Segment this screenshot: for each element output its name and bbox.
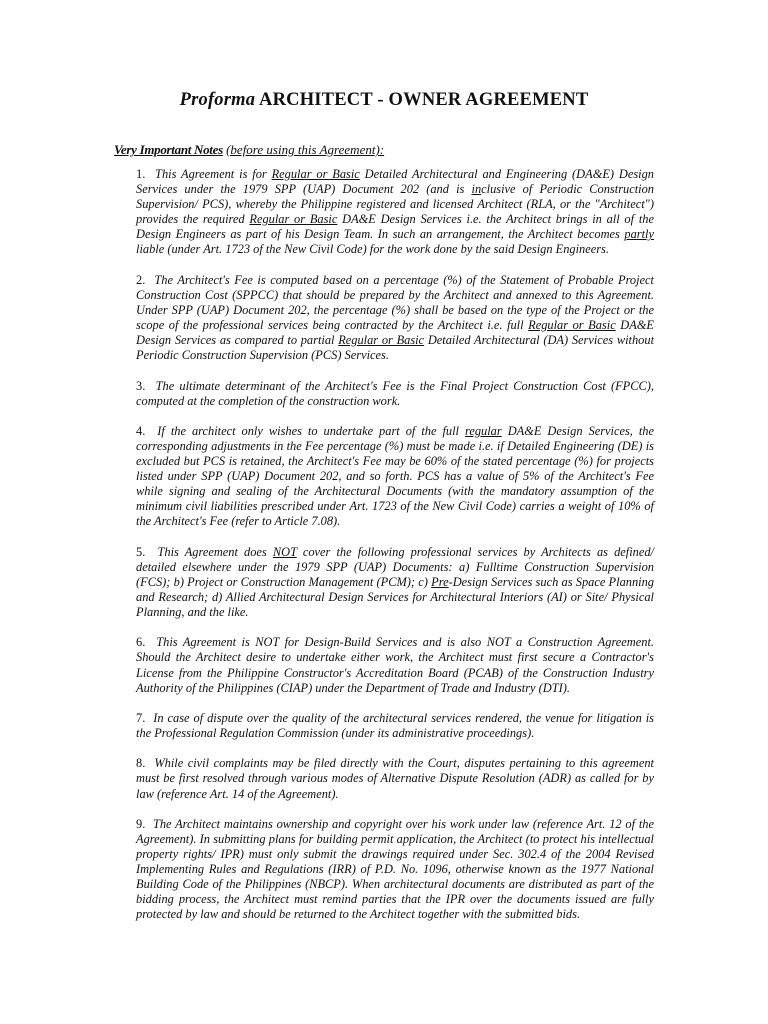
note-underlined-text: Pre xyxy=(431,574,449,589)
note-text: The Architect maintains ownership and copyright over his work under law (reference Art. 12 of the Agreement). In submitting plans for building permit application, the Architect (to protect his intellectual property rights/ IPR) must only submit the drawings required under Sec. 302.4 of the 2004 Revised Implementing Rules and Regulations (IRR) of P.D. No. 1096, otherwise known as the 1977 National Building Code of the Philippines (NBCP). When architectural documents are distributed as part of the bidding process, the Architect must remind parties that the IPR over the documents issued are fully protected by law and should be returned to the Architect together with the submitted bids. xyxy=(136,816,654,922)
note-underlined-text: in xyxy=(471,182,482,197)
note-underlined-text: NOT xyxy=(272,544,297,559)
note-number: 5. xyxy=(136,544,146,559)
note-number: 3. xyxy=(136,378,146,393)
note-text: This Agreement is NOT for Design-Build Services and is also NOT a Construction Agreement. Should the Architect desire to undertake either work, the Architect must first secure a Contractor's License from the Philippine Constructor's Accreditation Board (PCAB) of the Construction Industry Authority of the Philippines (CIAP) under the Department of Trade and Industry (DTI). xyxy=(136,635,654,695)
note-number: 2. xyxy=(136,272,146,287)
note-underlined-text: regular xyxy=(464,423,502,438)
note-underlined-text: Regular or Basic xyxy=(271,167,360,181)
note-underlined-text: Regular or Basic xyxy=(338,333,425,348)
note-item-4 xyxy=(136,424,654,530)
note-item-2 xyxy=(136,273,654,364)
note-item-1 xyxy=(136,167,654,258)
note-text: The Architect's Fee is computed based on a percentage (%) of the Statement of Probable Project Construction Cost (SPPCC) that should be prepared by the Architect and annexed to this Agreement. Under SPP (UAP) Document 202, the percentage (%) shall be based on the type of the Project or the scope of the professional services being contracted by the Architect i.e. full xyxy=(136,272,655,333)
notes-heading xyxy=(114,142,384,158)
note-item-5 xyxy=(136,545,654,620)
note-text: DA&E Design Services i.e. the Architect brings in all of the Design Engineers as part of his Design Team. In such an arrangement, the Architect becomes xyxy=(136,212,654,242)
note-text: This Agreement is for xyxy=(155,167,272,181)
note-text: DA&E Design Services as compared to partial xyxy=(136,318,654,348)
note-item-6 xyxy=(136,635,654,695)
notes-list xyxy=(136,167,654,938)
note-text: Detailed Architectural and Engineering (DA&E) Design Services under the 1979 SPP (UAP) Document 202 (and is xyxy=(136,167,654,197)
note-underlined-text: Regular or Basic xyxy=(528,318,616,333)
note-underlined-text: Regular or Basic xyxy=(249,212,338,227)
note-text: cover the following professional services by Architects as defined/ detailed elsewhere under the 1979 SPP (UAP) Documents: a) Fulltime Construction Supervision (FCS); b) Project or Construction Management (PCM); c) xyxy=(136,544,654,589)
note-number: 9. xyxy=(136,816,146,831)
notes-heading-sub: (before using this Agreement): xyxy=(226,142,385,157)
note-item-7 xyxy=(136,711,654,741)
note-number: 7. xyxy=(136,710,146,725)
note-item-3 xyxy=(136,379,654,409)
note-text: liable (under Art. 1723 of the New Civil Code) for the work done by the said Design Engineers. xyxy=(136,242,609,257)
notes-heading-strong: Very Important Notes xyxy=(114,142,223,157)
note-text: Detailed Architectural (DA) Services without Periodic Construction Supervision (PCS) Services. xyxy=(136,333,655,363)
title-proforma: Proforma xyxy=(179,90,256,110)
note-text: While civil complaints may be filed directly with the Court, disputes pertaining to this agreement must be first resolved through various modes of Alternative Dispute Resolution (ADR) as called for by law (reference Art. 14 of the Agreement). xyxy=(136,756,654,801)
note-text: In case of dispute over the quality of the architectural services rendered, the venue for litigation is the Professional Regulation Commission (under its administrative proceedings). xyxy=(136,710,655,741)
note-item-8 xyxy=(136,756,654,801)
title-main: ARCHITECT - OWNER AGREEMENT xyxy=(259,90,589,110)
note-item-9 xyxy=(136,817,654,923)
note-text: If the architect only wishes to undertake part of the full xyxy=(157,423,465,438)
note-text: -Design Services such as Space Planning and Research; d) Allied Architectural Design Services for Architectural Interiors (AI) or Site/ Physical Planning, and the like. xyxy=(136,574,654,620)
note-text: The ultimate determinant of the Architect's Fee is the Final Project Construction Cost (FPCC), computed at the completion of the construction work. xyxy=(136,378,655,408)
note-text: clusive of Periodic Construction Supervision/ PCS), whereby the Philippine registered and licensed Architect (RLA, or the "Architect") provides the required xyxy=(136,182,654,227)
note-number: 1. xyxy=(136,167,146,181)
note-number: 4. xyxy=(136,423,146,438)
note-underlined-text: partly xyxy=(624,227,654,242)
page-title xyxy=(0,90,768,111)
note-text: DA&E Design Services, the corresponding adjustments in the Fee percentage (%) must be made i.e. if Detailed Engineering (DE) is excluded but PCS is retained, the Architect's Fee may be 60% of the stated percentage (%) for projects listed under SPP (UAP) Document 202, and so forth. PCS has a value of 5% of the Architect's Fee while signing and sealing of the Architectural Documents (with the mandatory assumption of the minimum civil liabilities prescribed under Art. 1723 of the New Civil Code) carries a weight of 10% of the Architect's Fee (refer to Article 7.08). xyxy=(136,423,655,529)
note-number: 8. xyxy=(136,756,146,771)
note-text: This Agreement does xyxy=(157,544,273,559)
note-number: 6. xyxy=(136,635,146,650)
